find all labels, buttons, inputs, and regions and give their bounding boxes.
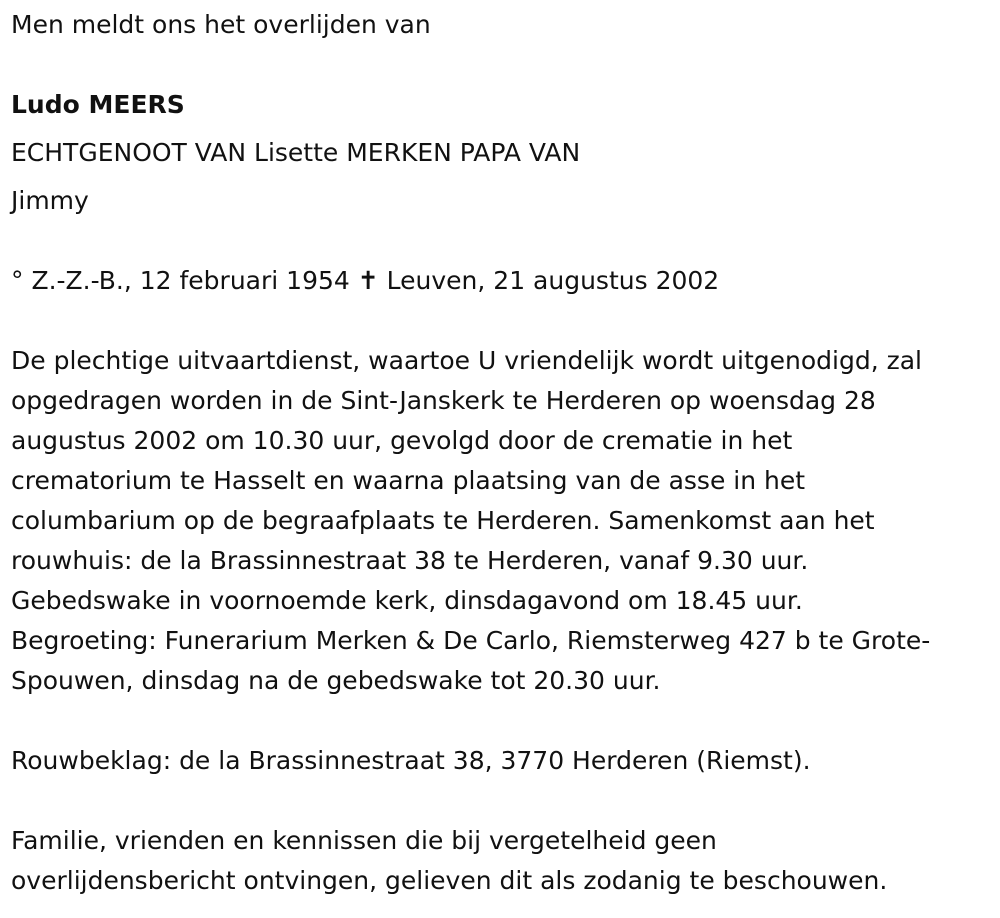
service-line: Gebedswake in voornoemde kerk, dinsdagavond om 18.45 uur. — [11, 586, 803, 615]
birth-place-date: Z.-Z.-B., 12 februari 1954 — [31, 266, 350, 295]
service-line: augustus 2002 om 10.30 uur, gevolgd door de crematie in het — [11, 426, 793, 455]
service-line: opgedragen worden in de Sint-Janskerk te Herderen op woensdag 28 — [11, 386, 876, 415]
service-line: Begroeting: Funerarium Merken & De Carlo, Riemsterweg 427 b te Grote- — [11, 626, 931, 655]
closing-line: Familie, vrienden en kennissen die bij vergetelheid geen — [11, 826, 717, 855]
condolence-address: Rouwbeklag: de la Brassinnestraat 38, 3770 Herderen (Riemst). — [11, 746, 811, 775]
deceased-name: Ludo MEERS — [11, 90, 185, 119]
birth-death-line — [11, 261, 719, 301]
service-line: De plechtige uitvaartdienst, waartoe U vriendelijk wordt uitgenodigd, zal — [11, 346, 922, 375]
intro-text: Men meldt ons het overlijden van — [11, 10, 431, 39]
closing-line: overlijdensbericht ontvingen, gelieven dit als zodanig te beschouwen. — [11, 866, 888, 895]
birth-symbol: ° — [11, 266, 24, 295]
relation-line-2: Jimmy — [11, 186, 89, 215]
service-line: Spouwen, dinsdag na de gebedswake tot 20.30 uur. — [11, 666, 661, 695]
relation-line-1: ECHTGENOOT VAN Lisette MERKEN PAPA VAN — [11, 138, 581, 167]
death-place-date: Leuven, 21 augustus 2002 — [386, 266, 720, 295]
cross-icon: ✝ — [357, 266, 379, 295]
service-line: columbarium op de begraafplaats te Herderen. Samenkomst aan het — [11, 506, 875, 535]
service-line: crematorium te Hasselt en waarna plaatsing van de asse in het — [11, 466, 806, 495]
service-line: rouwhuis: de la Brassinnestraat 38 te Herderen, vanaf 9.30 uur. — [11, 546, 809, 575]
